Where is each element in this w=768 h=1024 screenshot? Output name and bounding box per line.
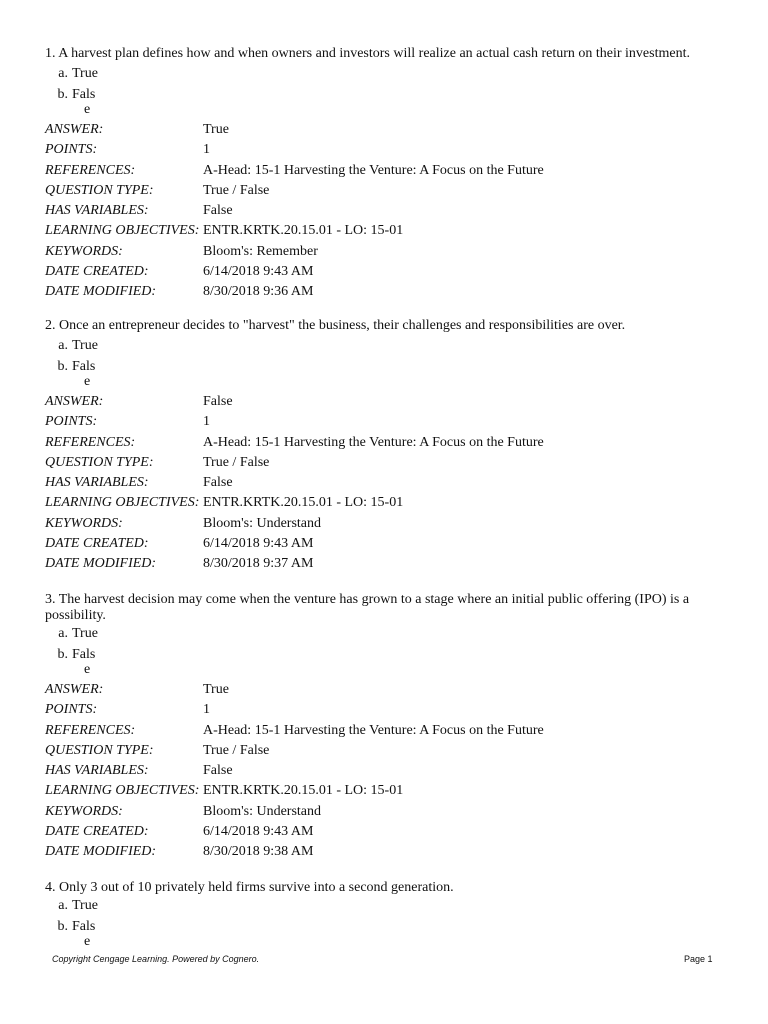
meta-value: Bloom's: Understand bbox=[203, 803, 322, 819]
meta-key: DATE MODIFIED: bbox=[45, 556, 157, 572]
meta-key: REFERENCES: bbox=[45, 162, 136, 178]
meta-row-points bbox=[45, 700, 725, 720]
meta-key: HAS VARIABLES: bbox=[45, 763, 149, 779]
meta-value: ENTR.KRTK.20.15.01 - LO: 15-01 bbox=[203, 495, 404, 511]
option-letter: a. bbox=[58, 338, 68, 353]
meta-key: REFERENCES: bbox=[45, 722, 136, 738]
option-letter: a. bbox=[58, 898, 68, 913]
meta-value: Bloom's: Understand bbox=[203, 515, 322, 531]
meta-row-references bbox=[45, 161, 725, 181]
meta-value: 8/30/2018 9:36 AM bbox=[203, 284, 314, 300]
option-b-wrap: e bbox=[84, 102, 91, 117]
question-3-metadata bbox=[45, 680, 725, 863]
meta-key: POINTS: bbox=[45, 702, 98, 718]
question-2-text: 2. Once an entrepreneur decides to "harvest" the business, their challenges and responsibilities are over. bbox=[45, 318, 626, 333]
meta-row-learning-objectives bbox=[45, 781, 725, 801]
option-label: True bbox=[72, 898, 98, 913]
meta-key: KEYWORDS: bbox=[45, 515, 123, 531]
meta-value: False bbox=[203, 203, 233, 219]
meta-row-question-type bbox=[45, 741, 725, 761]
meta-row-answer bbox=[45, 120, 725, 140]
meta-row-date-modified bbox=[45, 282, 725, 302]
meta-value: True bbox=[203, 122, 229, 137]
option-b bbox=[52, 87, 95, 103]
meta-row-points bbox=[45, 412, 725, 432]
meta-value: A-Head: 15-1 Harvesting the Venture: A Focus on the Future bbox=[203, 434, 544, 450]
meta-value: True / False bbox=[203, 742, 270, 758]
option-a bbox=[52, 338, 98, 354]
meta-key: LEARNING OBJECTIVES: bbox=[45, 783, 200, 799]
meta-value: 1 bbox=[203, 142, 210, 158]
meta-key: DATE CREATED: bbox=[45, 264, 149, 280]
option-letter: b. bbox=[57, 919, 68, 934]
option-label: Fals bbox=[72, 87, 96, 102]
meta-row-date-created bbox=[45, 822, 725, 842]
question-2-metadata bbox=[45, 392, 725, 575]
question-4-text: 4. Only 3 out of 10 privately held firms survive into a second generation. bbox=[45, 880, 454, 895]
meta-key: QUESTION TYPE: bbox=[45, 454, 154, 470]
meta-value: False bbox=[203, 394, 233, 409]
meta-row-date-created bbox=[45, 262, 725, 282]
meta-key: DATE CREATED: bbox=[45, 824, 149, 840]
meta-value: 8/30/2018 9:38 AM bbox=[203, 844, 314, 860]
meta-value: ENTR.KRTK.20.15.01 - LO: 15-01 bbox=[203, 223, 404, 239]
meta-value: 1 bbox=[203, 414, 210, 430]
meta-value: False bbox=[203, 763, 233, 779]
meta-value: True / False bbox=[203, 454, 270, 470]
meta-row-has-variables bbox=[45, 473, 725, 493]
meta-key: QUESTION TYPE: bbox=[45, 742, 154, 758]
meta-key: KEYWORDS: bbox=[45, 243, 123, 259]
option-letter: a. bbox=[58, 66, 68, 81]
option-label: True bbox=[72, 338, 98, 353]
option-b bbox=[52, 647, 95, 663]
meta-row-keywords bbox=[45, 802, 725, 822]
option-b-wrap: e bbox=[84, 374, 91, 389]
meta-row-learning-objectives bbox=[45, 221, 725, 241]
meta-row-date-created bbox=[45, 534, 725, 554]
meta-row-references bbox=[45, 721, 725, 741]
meta-key: HAS VARIABLES: bbox=[45, 475, 149, 491]
meta-value: A-Head: 15-1 Harvesting the Venture: A Focus on the Future bbox=[203, 722, 544, 738]
option-b bbox=[52, 359, 95, 375]
meta-row-keywords bbox=[45, 514, 725, 534]
meta-key: ANSWER: bbox=[45, 394, 104, 409]
meta-value: 6/14/2018 9:43 AM bbox=[203, 824, 314, 840]
meta-key: ANSWER: bbox=[45, 682, 104, 697]
question-text bbox=[45, 592, 725, 624]
meta-row-question-type bbox=[45, 453, 725, 473]
option-label: True bbox=[72, 66, 98, 81]
meta-value: A-Head: 15-1 Harvesting the Venture: A Focus on the Future bbox=[203, 162, 544, 178]
option-b-wrap: e bbox=[84, 934, 91, 949]
meta-key: HAS VARIABLES: bbox=[45, 203, 149, 219]
meta-key: POINTS: bbox=[45, 414, 98, 430]
option-letter: b. bbox=[57, 647, 68, 662]
option-letter: b. bbox=[57, 87, 68, 102]
option-a bbox=[52, 898, 98, 914]
footer-copyright: Copyright Cengage Learning. Powered by Cognero. bbox=[52, 954, 260, 964]
option-label: Fals bbox=[72, 919, 96, 934]
meta-value: 6/14/2018 9:43 AM bbox=[203, 536, 314, 552]
meta-key: DATE CREATED: bbox=[45, 536, 149, 552]
question-1-metadata bbox=[45, 120, 725, 303]
question-text bbox=[45, 880, 725, 896]
meta-row-question-type bbox=[45, 181, 725, 201]
option-a bbox=[52, 66, 98, 82]
meta-row-points bbox=[45, 140, 725, 160]
question-text bbox=[45, 318, 725, 334]
question-text bbox=[45, 46, 725, 62]
meta-value: ENTR.KRTK.20.15.01 - LO: 15-01 bbox=[203, 783, 404, 799]
meta-key: KEYWORDS: bbox=[45, 803, 123, 819]
meta-key: DATE MODIFIED: bbox=[45, 844, 157, 860]
option-b bbox=[52, 919, 95, 935]
meta-value: 1 bbox=[203, 702, 210, 718]
meta-row-answer bbox=[45, 680, 725, 700]
meta-value: Bloom's: Remember bbox=[203, 243, 318, 259]
meta-key: REFERENCES: bbox=[45, 434, 136, 450]
meta-key: POINTS: bbox=[45, 142, 98, 158]
page-number: Page 1 bbox=[684, 954, 713, 964]
meta-row-date-modified bbox=[45, 842, 725, 862]
option-b-wrap: e bbox=[84, 662, 91, 677]
meta-row-has-variables bbox=[45, 201, 725, 221]
meta-row-has-variables bbox=[45, 761, 725, 781]
meta-key: LEARNING OBJECTIVES: bbox=[45, 223, 200, 239]
option-label: Fals bbox=[72, 647, 96, 662]
meta-value: True bbox=[203, 682, 229, 697]
meta-key: QUESTION TYPE: bbox=[45, 182, 154, 198]
meta-value: 6/14/2018 9:43 AM bbox=[203, 264, 314, 280]
meta-value: 8/30/2018 9:37 AM bbox=[203, 556, 314, 572]
option-a bbox=[52, 626, 98, 642]
option-letter: b. bbox=[57, 359, 68, 374]
meta-row-date-modified bbox=[45, 554, 725, 574]
question-3-text: 3. The harvest decision may come when the venture has grown to a stage where an initial public offering (IPO) is a possibility. bbox=[45, 592, 690, 623]
meta-row-references bbox=[45, 433, 725, 453]
meta-row-keywords bbox=[45, 242, 725, 262]
option-label: True bbox=[72, 626, 98, 641]
meta-key: LEARNING OBJECTIVES: bbox=[45, 495, 200, 511]
meta-key: ANSWER: bbox=[45, 122, 104, 137]
meta-row-learning-objectives bbox=[45, 493, 725, 513]
meta-value: True / False bbox=[203, 182, 270, 198]
question-1-text: 1. A harvest plan defines how and when owners and investors will realize an actual cash return on their investment. bbox=[45, 46, 690, 61]
meta-key: DATE MODIFIED: bbox=[45, 284, 157, 300]
option-letter: a. bbox=[58, 626, 68, 641]
option-label: Fals bbox=[72, 359, 96, 374]
meta-row-answer bbox=[45, 392, 725, 412]
meta-value: False bbox=[203, 475, 233, 491]
